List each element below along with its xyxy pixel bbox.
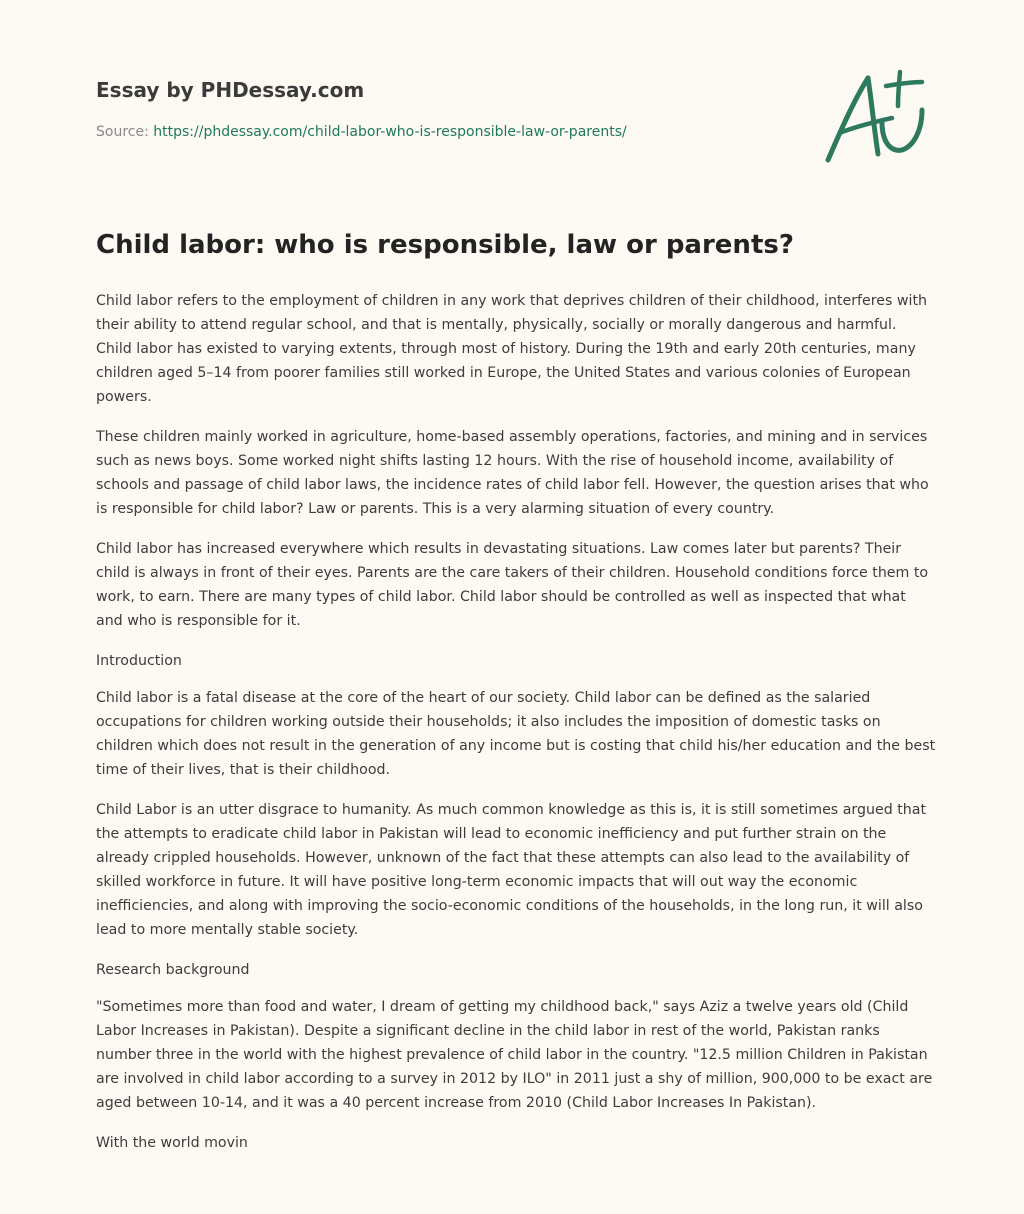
paragraph: Child Labor is an utter disgrace to humanity. As much common knowledge as this is, it is still sometimes argued that the attempts to eradicate child labor in Pakistan will lead to economic inefficiency and put further strain on the already crippled households. However, unknown of the fact that these attempts can also lead to the availability of skilled workforce in future. It will have positive long-term economic impacts that will out way the economic inefficiencies, and along with improving the socio-economic conditions of the households, in the long run, it will also lead to more mentally stable society. (96, 802, 927, 938)
essay-title: Child labor: who is responsible, law or parents? (96, 230, 794, 260)
site-title: Essay by PHDessay.com (96, 78, 365, 102)
source-line (96, 122, 736, 142)
a-plus-logo-icon (818, 66, 930, 170)
paragraph: Child labor refers to the employment of children in any work that deprives children of their childhood, interferes with their ability to attend regular school, and that is mentally, physically, socially or morally dangerous and harmful. Child labor has existed to varying extents, through most of history. During the 19th and early 20th centuries, many children aged 5–14 from poorer families still worked in Europe, the United States and various colonies of European powers. (96, 293, 928, 405)
section-heading-research-background: Research background (96, 962, 250, 978)
paragraph: Child labor has increased everywhere which results in devastating situations. Law comes later but parents? Their child is always in front of their eyes. Parents are the care takers of their children. Household conditions force them to work, to earn. There are many types of child labor. Child labor should be controlled as well as inspected that what and who is responsible for it. (96, 541, 929, 629)
paragraph: These children mainly worked in agriculture, home-based assembly operations, factories, and mining and in services such as news boys. Some worked night shifts lasting 12 hours. With the rise of household income, availability of schools and passage of child labor laws, the incidence rates of child labor fell. However, the question arises that who is responsible for child labor? Law or parents. This is a very alarming situation of every country. (96, 429, 929, 517)
source-link[interactable]: https://phdessay.com/child-labor-who-is-responsible-law-or-parents/ (153, 124, 627, 140)
source-label: Source: (96, 124, 149, 140)
essay-content (96, 226, 936, 1171)
paragraph: Child labor is a fatal disease at the core of the heart of our society. Child labor can be defined as the salaried occupations for children working outside their households; it also includes the imposition of domestic tasks on children which does not result in the generation of any income but is costing that child his/her education and the best time of their lives, that is their childhood. (96, 690, 936, 778)
paragraph: "Sometimes more than food and water, I dream of getting my childhood back," says Aziz a twelve years old (Child Labor Increases in Pakistan). Despite a significant decline in the child labor in rest of the world, Pakistan ranks number three in the world with the highest prevalence of child labor in the country. "12.5 million Children in Pakistan are involved in child labor according to a survey in 2012 by ILO" in 2011 just a shy of million, 900,000 to be exact are aged between 10-14, and it was a 40 percent increase from 2010 (Child Labor Increases In Pakistan). (96, 999, 933, 1111)
paragraph-truncated: With the world movin (96, 1135, 248, 1151)
section-heading-introduction: Introduction (96, 653, 182, 669)
header (96, 76, 736, 142)
